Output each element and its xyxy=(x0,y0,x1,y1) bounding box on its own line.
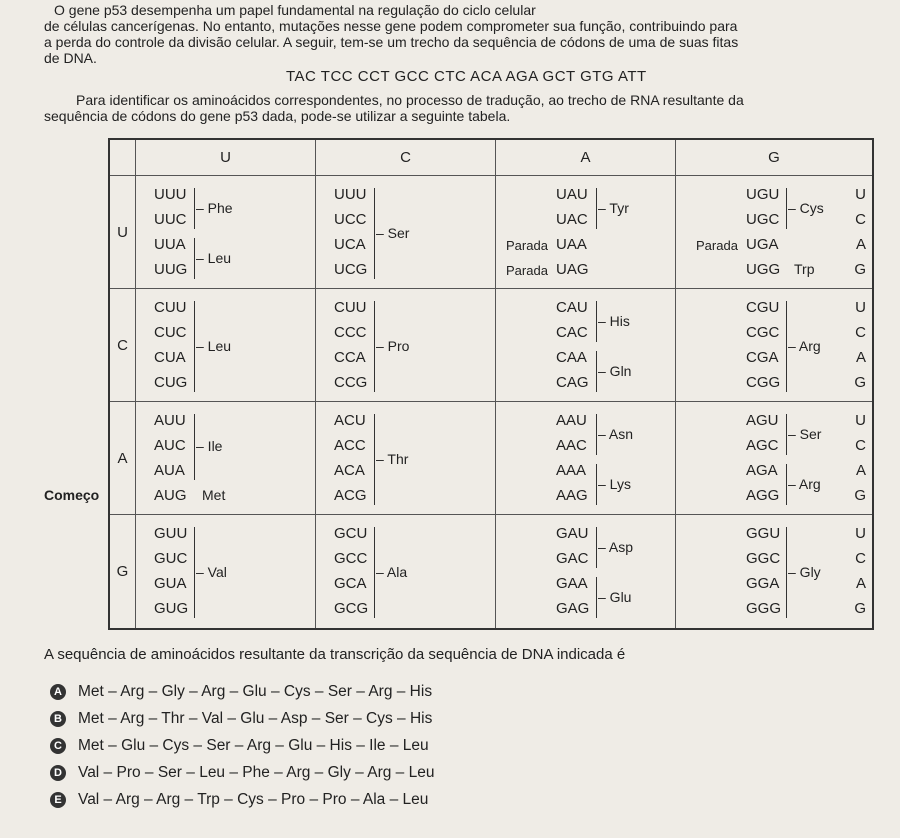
amino-acid-label: – Ser xyxy=(376,224,410,241)
intro-line: a perda do controle da divisão celular. A seguir, tem-se um trecho da sequência de códons de uma de suas fitas xyxy=(44,34,739,50)
bracket-line xyxy=(194,414,195,480)
codon: UAC xyxy=(556,211,588,228)
stop-label: Parada xyxy=(506,263,548,278)
amino-acid-label: – His xyxy=(598,312,630,329)
codon: CGC xyxy=(746,324,780,341)
option-text: Val – Arg – Arg – Trp – Cys – Pro – Pro – Ala – Leu xyxy=(78,790,429,808)
column-header: U xyxy=(136,140,316,176)
codon: CAA xyxy=(556,349,587,366)
codon: UUC xyxy=(154,211,187,228)
codon: UUA xyxy=(154,236,186,253)
codon: AAA xyxy=(556,462,587,479)
answer-option[interactable] xyxy=(50,705,434,732)
table-corner xyxy=(110,140,136,176)
amino-acid-label: – Ser xyxy=(788,425,822,442)
codon: GUC xyxy=(154,550,188,567)
option-letter-badge: B xyxy=(50,711,66,727)
codon: GCA xyxy=(334,575,367,592)
codon: GGC xyxy=(746,550,781,567)
codon: UGA xyxy=(746,236,779,253)
codon: UUU xyxy=(154,186,187,203)
codon: CGU xyxy=(746,299,780,316)
amino-acid-label: – Tyr xyxy=(598,199,629,216)
codon: CCC xyxy=(334,324,367,341)
third-base-label: C xyxy=(855,211,866,228)
intro-line: de células cancerígenas. No entanto, mutações nesse gene podem comprometer sua função, contribuindo para xyxy=(44,18,738,34)
codon-cell xyxy=(676,515,872,628)
codon: UAU xyxy=(556,186,588,203)
codon: UUG xyxy=(154,261,188,278)
third-base-label: U xyxy=(855,525,866,542)
third-base-label: A xyxy=(855,462,866,479)
codon: AUA xyxy=(154,462,185,479)
codon-cell xyxy=(496,176,676,289)
row-header: A xyxy=(110,402,136,515)
codon: CAC xyxy=(556,324,588,341)
bracket-line xyxy=(596,351,597,392)
codon: GGA xyxy=(746,575,780,592)
amino-acid-label: – Thr xyxy=(376,450,409,467)
row-header: C xyxy=(110,289,136,402)
amino-acid-label: – Gly xyxy=(788,563,821,580)
option-text: Val – Pro – Ser – Leu – Phe – Arg – Gly – Arg – Leu xyxy=(78,763,435,781)
column-header: A xyxy=(496,140,676,176)
codon: UGU xyxy=(746,186,780,203)
codon: CUU xyxy=(334,299,367,316)
amino-acid-label: – Pro xyxy=(376,337,410,354)
codon-cell xyxy=(316,402,496,515)
codon-cell xyxy=(44,402,316,515)
third-base-label: G xyxy=(854,600,866,617)
third-base-label: G xyxy=(854,487,866,504)
third-base-label: A xyxy=(855,236,866,253)
codon-cell xyxy=(676,176,872,289)
codon: GUA xyxy=(154,575,187,592)
stop-label: Parada xyxy=(506,238,548,253)
codon: CGG xyxy=(746,374,781,391)
table-instructions xyxy=(44,92,894,124)
codon-cell xyxy=(316,176,496,289)
codon: GCG xyxy=(334,600,369,617)
option-letter-badge: E xyxy=(50,792,66,808)
codon: UAA xyxy=(556,236,587,253)
codon-cell xyxy=(136,176,316,289)
codon: UGC xyxy=(746,211,780,228)
codon: GAC xyxy=(556,550,589,567)
stop-label: Parada xyxy=(696,238,738,253)
codon-cell xyxy=(676,402,872,515)
intro-line: de DNA. xyxy=(44,50,97,66)
third-base-label: C xyxy=(855,324,866,341)
codon: UCC xyxy=(334,211,367,228)
amino-acid-label: – Lys xyxy=(598,475,631,492)
bracket-line xyxy=(596,577,597,618)
third-base-label: U xyxy=(855,299,866,316)
codon: CUC xyxy=(154,324,187,341)
bracket-line xyxy=(374,527,375,618)
third-base-label: A xyxy=(855,575,866,592)
codon: CAU xyxy=(556,299,588,316)
codon: AUC xyxy=(154,437,186,454)
option-letter-badge: A xyxy=(50,684,66,700)
amino-acid-label: – Asn xyxy=(598,425,634,442)
intro-line: O gene p53 desempenha um papel fundamental na regulação do ciclo celular xyxy=(54,2,536,18)
amino-acid-label: – Cys xyxy=(788,199,824,216)
amino-acid-label: Trp xyxy=(794,261,815,277)
bracket-line xyxy=(374,301,375,392)
bracket-line xyxy=(786,188,787,229)
third-base-label: A xyxy=(855,349,866,366)
instruction-line: sequência de códons do gene p53 dada, pode-se utilizar a seguinte tabela. xyxy=(44,108,511,124)
codon: GGG xyxy=(746,600,782,617)
codon: GAG xyxy=(556,600,590,617)
codon: AAG xyxy=(556,487,588,504)
option-letter-badge: C xyxy=(50,738,66,754)
question-text: A sequência de aminoácidos resultante da transcrição da sequência de DNA indicada é xyxy=(44,646,626,663)
codon: UGG xyxy=(746,261,781,278)
dna-sequence: TAC TCC CCT GCC CTC ACA AGA GCT GTG ATT xyxy=(286,68,647,85)
codon: GAU xyxy=(556,525,589,542)
answer-options xyxy=(50,678,434,813)
bracket-line xyxy=(786,527,787,618)
genetic-code-table xyxy=(44,138,874,630)
answer-option[interactable] xyxy=(50,732,434,759)
codon: ACG xyxy=(334,487,367,504)
codon: UCG xyxy=(334,261,368,278)
codon-cell xyxy=(136,289,316,402)
bracket-line xyxy=(786,414,787,455)
bracket-line xyxy=(374,414,375,505)
intro-paragraph xyxy=(44,2,894,66)
codon: AAU xyxy=(556,412,587,429)
amino-acid-label: Met xyxy=(202,487,226,503)
answer-option[interactable] xyxy=(50,786,434,813)
bracket-line xyxy=(786,301,787,392)
codon: GAA xyxy=(556,575,588,592)
amino-acid-label: – Glu xyxy=(598,588,632,605)
codon-cell xyxy=(496,515,676,628)
codon-cell xyxy=(316,289,496,402)
bracket-line xyxy=(194,301,195,392)
codon: GCU xyxy=(334,525,368,542)
codon-cell xyxy=(676,289,872,402)
row-header: U xyxy=(110,176,136,289)
option-text: Met – Arg – Thr – Val – Glu – Asp – Ser – Cys – His xyxy=(78,709,433,727)
answer-option[interactable] xyxy=(50,759,434,786)
third-base-label: U xyxy=(855,412,866,429)
codon: GUU xyxy=(154,525,188,542)
codon-cell xyxy=(136,515,316,628)
codon: CCG xyxy=(334,374,368,391)
codon: GUG xyxy=(154,600,189,617)
codon: AUG xyxy=(154,487,187,504)
codon: AGU xyxy=(746,412,779,429)
codon: AGA xyxy=(746,462,778,479)
codon: CAG xyxy=(556,374,589,391)
bracket-line xyxy=(596,464,597,505)
codon: ACU xyxy=(334,412,366,429)
third-base-label: G xyxy=(854,374,866,391)
bracket-line xyxy=(374,188,375,279)
bracket-line xyxy=(194,238,195,279)
bracket-line xyxy=(596,188,597,229)
codon: UAG xyxy=(556,261,589,278)
codon-cell xyxy=(496,289,676,402)
codon: GCC xyxy=(334,550,368,567)
codon: CUU xyxy=(154,299,187,316)
amino-acid-label: – Asp xyxy=(598,538,634,555)
codon: CCA xyxy=(334,349,366,366)
column-header: G xyxy=(676,140,872,176)
third-base-label: C xyxy=(855,550,866,567)
bracket-line xyxy=(596,414,597,455)
amino-acid-label: – Leu xyxy=(196,249,232,266)
amino-acid-label: – Phe xyxy=(196,199,233,216)
amino-acid-label: – Val xyxy=(196,563,227,580)
codon: AGC xyxy=(746,437,779,454)
codon: ACA xyxy=(334,462,365,479)
codon: GGU xyxy=(746,525,781,542)
codon: UUU xyxy=(334,186,367,203)
row-header: G xyxy=(110,515,136,628)
codon: AAC xyxy=(556,437,587,454)
bracket-line xyxy=(194,188,195,229)
codon: CUA xyxy=(154,349,186,366)
bracket-line xyxy=(194,527,195,618)
third-base-label: C xyxy=(855,437,866,454)
amino-acid-label: – Ala xyxy=(376,563,408,580)
codon: AUU xyxy=(154,412,186,429)
bracket-line xyxy=(786,464,787,505)
amino-acid-label: – Gln xyxy=(598,362,632,379)
option-text: Met – Arg – Gly – Arg – Glu – Cys – Ser – Arg – His xyxy=(78,682,433,700)
column-header: C xyxy=(316,140,496,176)
bracket-line xyxy=(596,527,597,568)
amino-acid-label: – Arg xyxy=(788,337,821,354)
option-text: Met – Glu – Cys – Ser – Arg – Glu – His – Ile – Leu xyxy=(78,736,429,754)
amino-acid-label: – Arg xyxy=(788,475,821,492)
bracket-line xyxy=(596,301,597,342)
codon-cell xyxy=(316,515,496,628)
amino-acid-label: – Ile xyxy=(196,438,223,454)
amino-acid-label: – Leu xyxy=(196,337,232,354)
third-base-label: G xyxy=(854,261,866,278)
answer-option[interactable] xyxy=(50,678,434,705)
codon: CUG xyxy=(154,374,188,391)
instruction-line: Para identificar os aminoácidos correspondentes, no processo de tradução, ao trecho de RNA resultante da xyxy=(76,92,744,108)
codon: ACC xyxy=(334,437,366,454)
codon: AGG xyxy=(746,487,780,504)
codon: UCA xyxy=(334,236,366,253)
option-letter-badge: D xyxy=(50,765,66,781)
codon: CGA xyxy=(746,349,779,366)
codon-cell xyxy=(496,402,676,515)
start-label: Começo xyxy=(44,487,100,503)
third-base-label: U xyxy=(855,186,866,203)
